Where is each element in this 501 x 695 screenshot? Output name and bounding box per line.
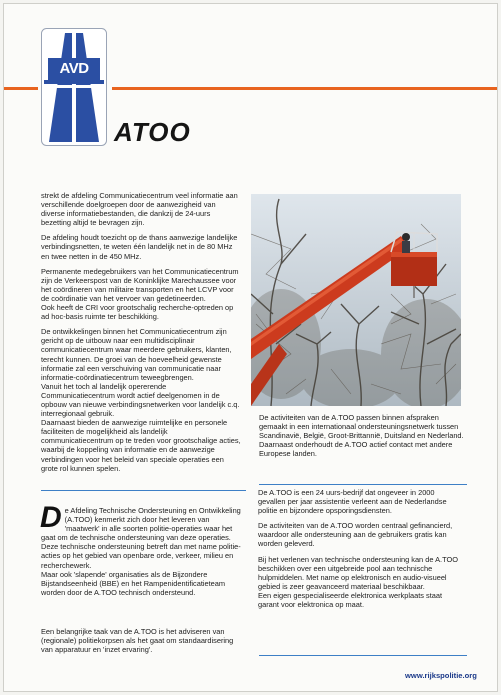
divider-rule-left: [41, 490, 246, 491]
page-title: ATOO: [114, 117, 191, 147]
photo-caption: De activiteiten van de A.TOO passen binnen afspraken gemaakt in een internationaal ondersteuningsnetwerk tussen Scandinavië, België, Groot-Brittannië, Duitsland en Nederland. Daarnaast onderhoudt de A.TOO actief contact met andere Europese landen.: [259, 413, 464, 459]
left-column-closing: [41, 627, 246, 660]
logo-label: AVD: [59, 60, 89, 77]
paragraph: Bij het verlenen van technische ondersteuning kan de A.TOO beschikken over een uitgebreide pool aan technische hulpmiddelen. Met name op elektronisch en audio-visueel gebied is zeer geavanceerd materiaal beschikbaar.: [258, 554, 458, 591]
paragraph: De afdeling houdt toezicht op de thans aanwezige landelijke verbindingsnetten, te weten één landelijk net in de 80 MHz en twee netten in de 450 MHz.: [41, 233, 238, 261]
dropcap-paragraph: [40, 501, 246, 570]
avd-logo-graphic: [41, 28, 107, 146]
paragraph: Maar ook 'slapende' organisaties als de Bijzondere Bijstandseenheid (BBE) en het Rampenidentificatieteam worden door de A.TOO technisch ondersteund.: [41, 569, 226, 597]
avd-logo: [41, 28, 107, 146]
orange-rule-right: [112, 87, 497, 90]
paragraph: De activiteiten van de A.TOO worden centraal gefinancierd, waardoor alle ondersteuning aan de gebruikers gratis kan worden geleverd.: [258, 521, 453, 549]
paragraph: Ook heeft de CRI voor grootschalig recherche-optreden op ad hoc-basis ruimte ter beschikking.: [41, 303, 234, 322]
paragraph: strekt de afdeling Communicatiecentrum veel informatie aan verschillende doelgroepen door de aanwezigheid van diverse informatiebestanden, die dankzij de 24-uurs bezetting altijd te bevragen zijn.: [41, 191, 238, 228]
photo-aerial-platform: [251, 194, 461, 406]
divider-rule-bottom: [259, 655, 467, 656]
paragraph: De ontwikkelingen binnen het Communicatiecentrum zijn gericht op de uitbouw naar een multidisciplinair communicatiecentrum waar meerdere gebruikers, klanten, terecht kunnen. De groei van de hoeveelheid gewenste informatie zal een verschuiving van communicatie naar informatie-coördinatiecentrum teweegbrengen.: [41, 327, 232, 382]
paragraph: Een eigen gespecialiseerde elektronica werkplaats staat garant voor elektronica op maat.: [258, 590, 443, 610]
paragraph: e Afdeling Technische Ondersteuning en Ontwikkeling (A.TOO) kenmerkt zich door het leveren van 'maatwerk' in alle soorten politie-operaties waar het gaat om de technische ondersteuning van deze operaties. Deze technische ondersteuning betreft dan met name politie-acties op het gebied van openbare orde, verkeer, milieu en recherchewerk.: [41, 506, 241, 570]
section-intro: [40, 501, 246, 603]
paragraph: Vanuit het toch al landelijk opererende Communicatiecentrum wordt actief deelgenomen in de opbouw van nieuwe verbindingsnetwerken voor landelijk c.q. interregionaal gebruik.: [41, 381, 240, 419]
paragraph: Een belangrijke taak van de A.TOO is het adviseren van (regionale) politiekorpsen als het gaat om standaardisering van apparatuur en 'inzet ervaring'.: [41, 627, 234, 655]
divider-rule-right: [259, 484, 467, 485]
paragraph: De A.TOO is een 24 uurs-bedrijf dat ongeveer in 2000 gevallen per jaar assistentie verleent aan de Nederlandse politie en bijzondere opsporingsdiensten.: [258, 488, 447, 516]
photo-illustration: [251, 194, 461, 406]
website-link[interactable]: www.rijkspolitie.org: [405, 671, 477, 680]
orange-rule-left: [4, 87, 38, 90]
dropcap: D: [40, 501, 62, 534]
paragraph: Permanente medegebruikers van het Communicatiecentrum zijn de Verkeerspost van de Koninklijke Marechaussee voor het coördineren van militaire transporten en het LCVP voor de coördinatie van het vervoer van gedetineerden.: [41, 266, 239, 303]
paragraph: Daarnaast bieden de aanwezige ruimtelijke en personele faciliteiten de mogelijkheid als landelijk communicatiecentrum op te treden voor grootschalige acties, waarbij de koppeling van informatie en de aanwezige verbindingen voor het beleid van speciale operaties een grote rol kunnen spelen.: [41, 418, 241, 473]
right-column-text: [258, 488, 464, 615]
left-column-text: [41, 191, 241, 479]
brochure-page: [3, 3, 498, 692]
